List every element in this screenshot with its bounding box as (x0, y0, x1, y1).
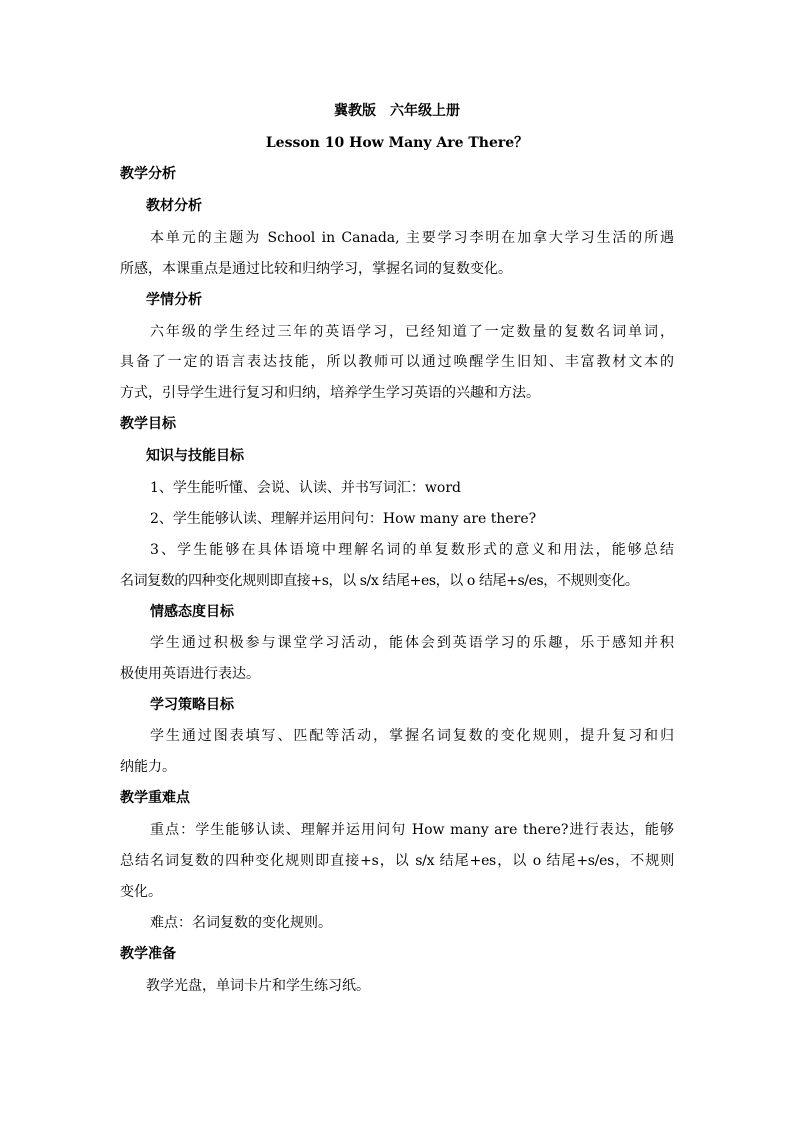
key-point-line-2: 总结名词复数的四种变化规则即直接+s，以 s/x 结尾+es，以 o 结尾+s/es，不规则 (120, 853, 674, 869)
section-heading-objectives: 教学目标 (120, 416, 176, 432)
subheading-learning-strategy: 学习策略目标 (150, 697, 234, 713)
difficult-point-line: 难点：名词复数的变化规则。 (150, 915, 332, 931)
material-analysis-line-2: 所感，本课重点是通过比较和归纳学习，掌握名词的复数变化。 (120, 261, 512, 277)
preparation-line-1: 教学光盘，单词卡片和学生练习纸。 (146, 978, 370, 994)
subheading-material-analysis: 教材分析 (146, 198, 202, 214)
publisher-grade-title: 冀教版 六年级上册 (334, 103, 460, 119)
student-analysis-line-3: 方式，引导学生进行复习和归纳，培养学生学习英语的兴趣和方法。 (120, 385, 540, 401)
section-heading-preparation: 教学准备 (120, 946, 176, 962)
student-analysis-line-2: 具备了一定的语言表达技能，所以教师可以通过唤醒学生旧知、丰富教材文本的 (120, 354, 674, 370)
subheading-knowledge-skills: 知识与技能目标 (146, 448, 244, 464)
emotion-line-2: 极使用英语进行表达。 (120, 666, 260, 682)
key-point-line-1: 重点：学生能够认读、理解并运用问句 How many are there?进行表达，能够 (150, 822, 674, 838)
strategy-line-1: 学生通过图表填写、匹配等活动，掌握名词复数的变化规则，提升复习和归 (150, 728, 674, 744)
material-analysis-line-1: 本单元的主题为 School in Canada, 主要学习李明在加拿大学习生活的所遇 (150, 230, 674, 246)
section-heading-analysis: 教学分析 (120, 166, 176, 182)
student-analysis-line-1: 六年级的学生经过三年的英语学习，已经知道了一定数量的复数名词单词， (150, 324, 674, 340)
knowledge-line-3: 3、学生能够在具体语境中理解名词的单复数形式的意义和用法，能够总结 (150, 542, 674, 558)
strategy-line-2: 纳能力。 (120, 759, 176, 775)
subheading-student-analysis: 学情分析 (146, 292, 202, 308)
subheading-emotion-attitude: 情感态度目标 (150, 604, 234, 620)
emotion-line-1: 学生通过积极参与课堂学习活动，能体会到英语学习的乐趣，乐于感知并积 (150, 635, 674, 651)
knowledge-line-2: 2、学生能够认读、理解并运用问句：How many are there? (150, 511, 537, 527)
knowledge-line-4: 名词复数的四种变化规则即直接+s，以 s/x 结尾+es，以 o 结尾+s/es，不规则变化。 (120, 573, 639, 589)
lesson-title: Lesson 10 How Many Are There？ (265, 135, 529, 151)
knowledge-line-1: 1、学生能听懂、会说、认读、并书写词汇：word (150, 480, 461, 496)
key-point-line-3: 变化。 (120, 884, 162, 900)
section-heading-key-points: 教学重难点 (120, 790, 190, 806)
